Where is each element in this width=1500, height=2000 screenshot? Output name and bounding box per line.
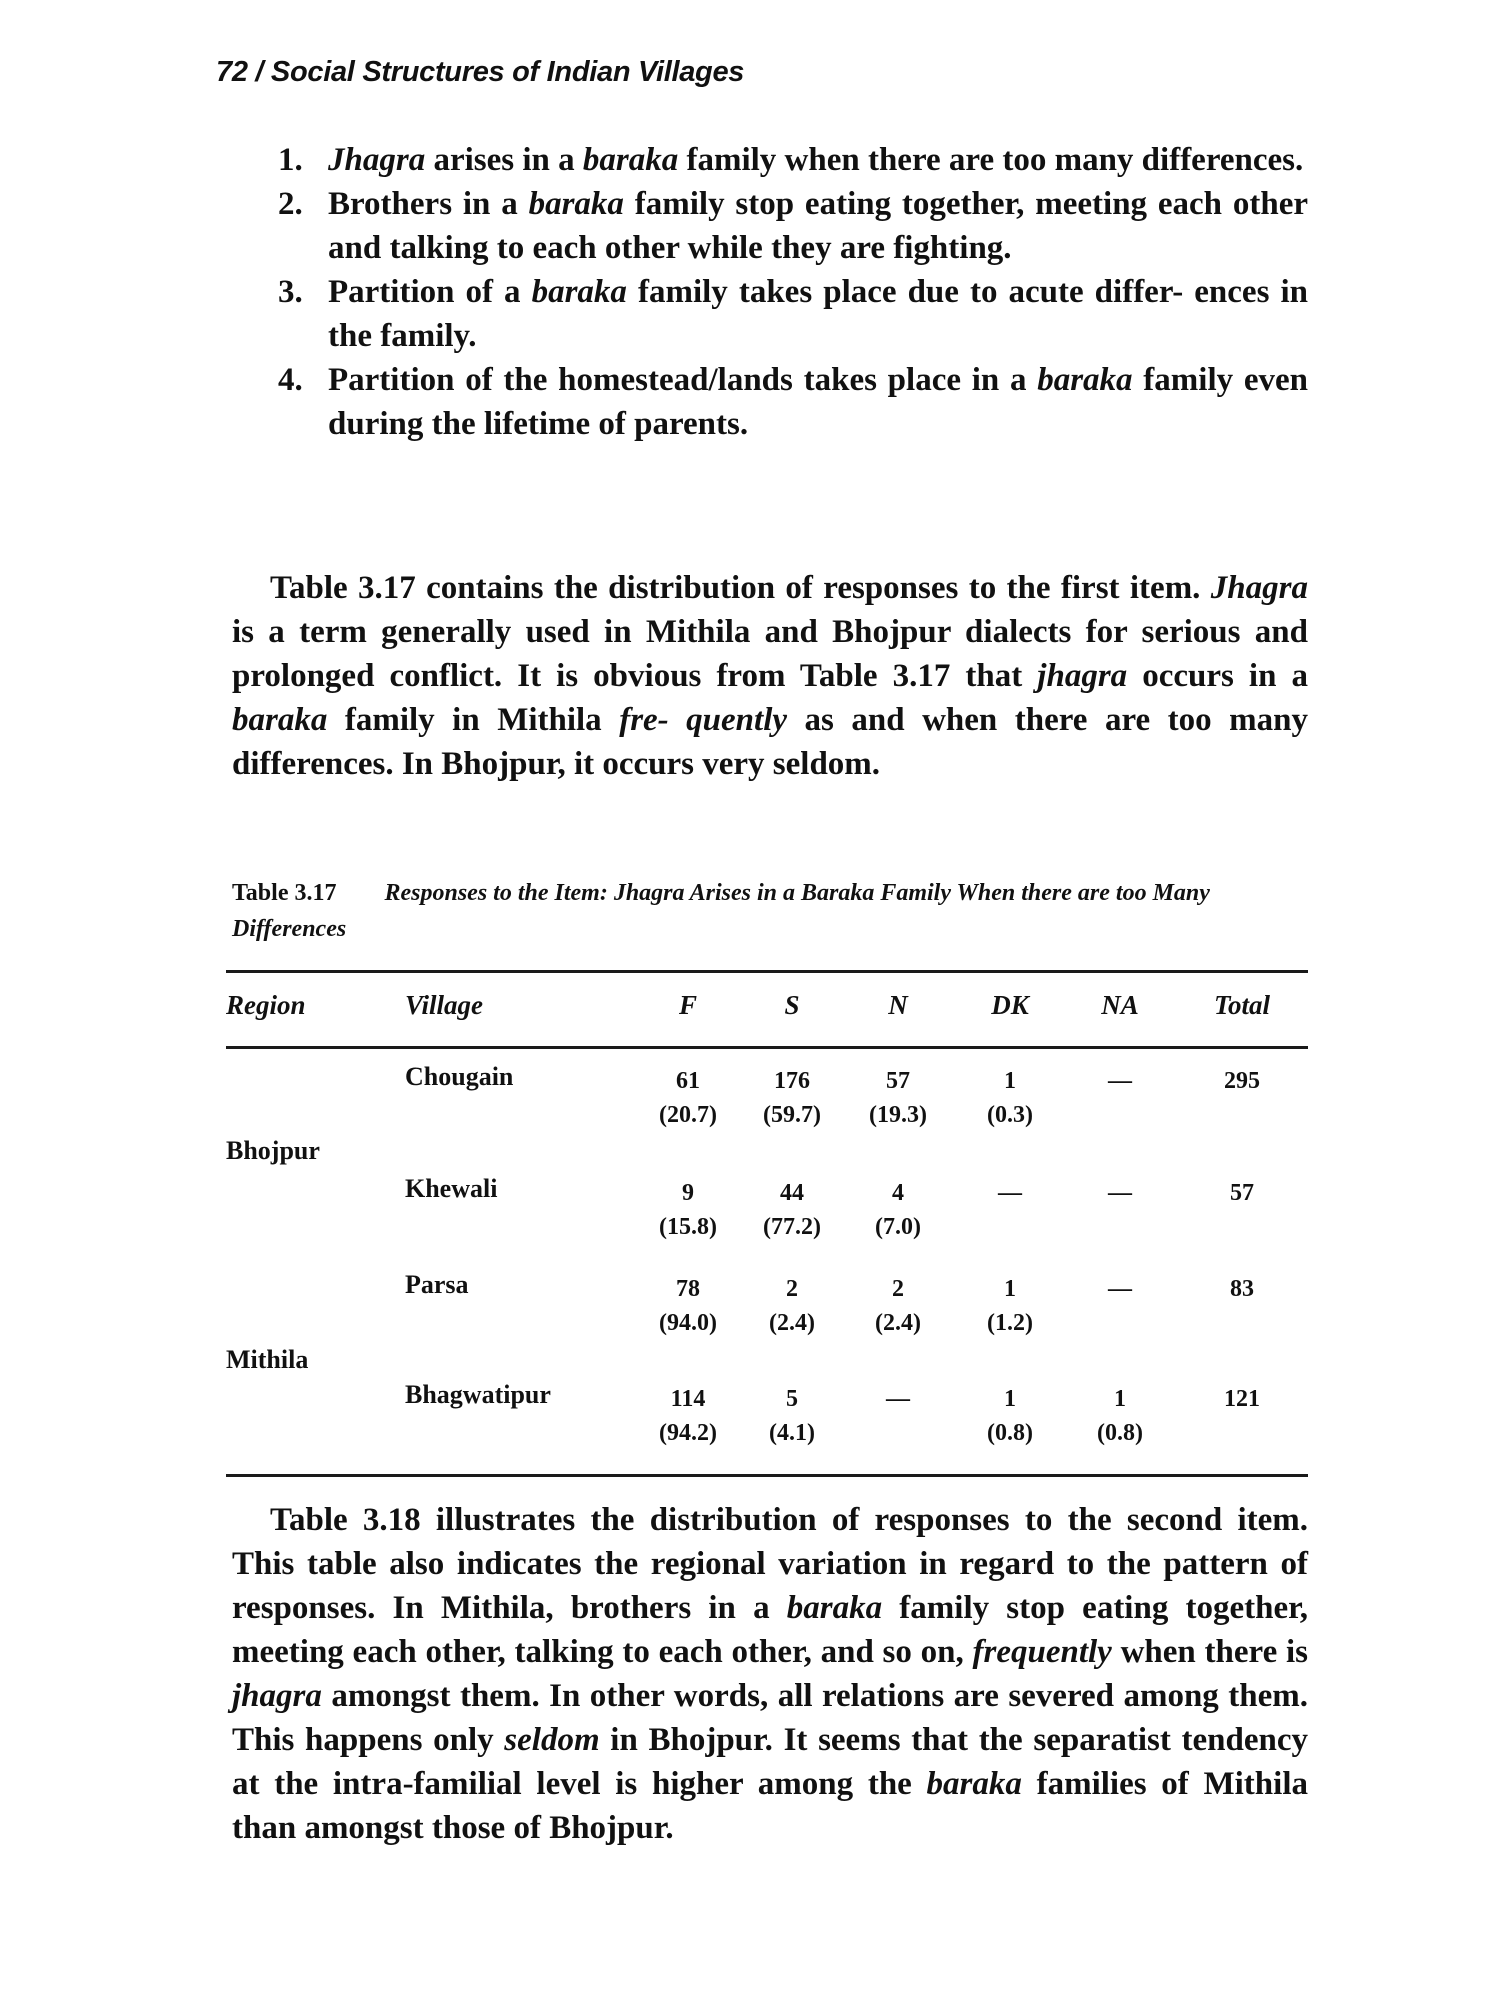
list-item	[278, 182, 1308, 270]
cell-s-count: 5	[786, 1386, 798, 1412]
cell-n-count: 4	[892, 1180, 904, 1206]
list-item	[278, 138, 1308, 182]
header-total: Total	[1213, 990, 1271, 1020]
cell-dk-percent: (0.3)	[987, 1102, 1033, 1128]
list-number: 4.	[278, 362, 303, 398]
table-caption	[232, 875, 1308, 947]
paragraph-table-intro: Table 3.17 contains the distribution of responses to the first item. Jhagra is a term generally used in Mithila and Bhojpur dialects for serious and prolonged conflict. It is obvious from Table 3.17 that jhagra occurs in a baraka family in Mithila fre- quently as and when there are too many differences. In Bhojpur, it occurs very seldom.	[232, 570, 1308, 782]
list-number: 1.	[278, 142, 303, 178]
cell-n-percent: (2.4)	[875, 1310, 921, 1336]
cell-s	[754, 1176, 830, 1244]
cell-na-count: —	[1108, 1068, 1132, 1094]
cell-s-count: 44	[780, 1180, 804, 1206]
cell-s-percent: (77.2)	[763, 1214, 821, 1240]
table-bottom-rule	[226, 1474, 1308, 1477]
cell-n-percent: (7.0)	[875, 1214, 921, 1240]
cell-dk	[972, 1064, 1048, 1132]
cell-f	[650, 1176, 726, 1244]
cell-s	[754, 1272, 830, 1340]
cell-f-count: 9	[682, 1180, 694, 1206]
cell-total: 295	[1224, 1068, 1260, 1094]
cell-na-count: —	[1108, 1180, 1132, 1206]
table-row-village: Bhagwatipur	[405, 1380, 551, 1409]
cell-f-percent: (94.2)	[659, 1420, 717, 1446]
cell-na-count: 1	[1114, 1386, 1126, 1412]
cell-dk-percent: (0.8)	[987, 1420, 1033, 1446]
table-row-village: Khewali	[405, 1174, 498, 1203]
cell-dk	[972, 1382, 1048, 1450]
header-region: Region	[226, 990, 306, 1020]
cell-total: 121	[1224, 1386, 1260, 1412]
cell-total: 83	[1230, 1276, 1254, 1302]
list-text: Partition of a baraka family takes place due to acute differ- ences in the family.	[328, 274, 1308, 354]
cell-n	[860, 1176, 936, 1244]
table-header-rule	[226, 1046, 1308, 1049]
region-mithila: Mithila	[226, 1345, 309, 1374]
cell-f-count: 114	[670, 1386, 706, 1412]
region-bhojpur: Bhojpur	[226, 1136, 320, 1165]
cell-dk-count: 1	[1004, 1068, 1016, 1094]
header-village: Village	[405, 990, 484, 1020]
cell-f-percent: (94.0)	[659, 1310, 717, 1336]
list-text: Jhagra arises in a baraka family when there are too many differences.	[328, 142, 1304, 178]
cell-f-percent: (15.8)	[659, 1214, 717, 1240]
cell-f	[650, 1382, 726, 1450]
header-n: N	[888, 990, 908, 1020]
table-row-village: Parsa	[405, 1270, 469, 1299]
numbered-list	[278, 138, 1308, 446]
list-text: Partition of the homestead/lands takes place in a baraka family even during the lifetime of parents.	[328, 362, 1308, 442]
header-s: S	[784, 990, 800, 1020]
cell-n-count: 57	[886, 1068, 910, 1094]
paragraph-table-3-18: Table 3.18 illustrates the distribution of responses to the second item. This table also indicates the regional variation in regard to the pattern of responses. In Mithila, brothers in a baraka family stop eating together, meeting each other, talking to each other, and so on, frequently when there is jhagra amongst them. In other words, all relations are severed among them. This happens only seldom in Bhojpur. It seems that the separatist tendency at the intra-familial level is higher among the baraka families of Mithila than amongst those of Bhojpur.	[232, 1502, 1309, 1846]
cell-na-count: —	[1108, 1276, 1132, 1302]
cell-na	[1082, 1382, 1158, 1450]
cell-n-count: —	[886, 1386, 910, 1412]
cell-s-count: 2	[786, 1276, 798, 1302]
cell-na	[1082, 1272, 1158, 1306]
cell-dk-count: —	[998, 1180, 1022, 1206]
cell-na-percent: (0.8)	[1097, 1420, 1143, 1446]
cell-s-percent: (4.1)	[769, 1420, 815, 1446]
list-text: Brothers in a baraka family stop eating together, meeting each other and talking to each other while they are fighting.	[328, 186, 1309, 266]
list-item	[278, 270, 1308, 358]
list-item	[278, 358, 1308, 446]
cell-s-count: 176	[774, 1068, 810, 1094]
cell-n	[860, 1382, 936, 1416]
cell-dk-count: 1	[1004, 1276, 1016, 1302]
cell-dk	[972, 1272, 1048, 1340]
cell-f-count: 78	[676, 1276, 700, 1302]
cell-n-count: 2	[892, 1276, 904, 1302]
cell-dk-count: 1	[1004, 1386, 1016, 1412]
cell-dk-percent: (1.2)	[987, 1310, 1033, 1336]
cell-dk	[972, 1176, 1048, 1210]
cell-f-percent: (20.7)	[659, 1102, 717, 1128]
cell-f	[650, 1272, 726, 1340]
cell-n-percent: (19.3)	[869, 1102, 927, 1128]
table-label: Table 3.17	[232, 880, 337, 906]
cell-s	[754, 1382, 830, 1450]
cell-n	[860, 1272, 936, 1340]
cell-na	[1082, 1176, 1158, 1210]
cell-total: 57	[1230, 1180, 1254, 1206]
cell-s-percent: (59.7)	[763, 1102, 821, 1128]
header-dk: DK	[991, 990, 1029, 1020]
table-top-rule	[226, 970, 1308, 973]
cell-f-count: 61	[676, 1068, 700, 1094]
header-f: F	[678, 990, 697, 1020]
cell-s	[754, 1064, 830, 1132]
running-head: 72 / Social Structures of Indian Villages	[216, 56, 745, 88]
table-title: Responses to the Item: Jhagra Arises in a Baraka Family When there are too Many Differences	[232, 880, 1210, 942]
list-number: 2.	[278, 186, 303, 222]
cell-f	[650, 1064, 726, 1132]
cell-n	[860, 1064, 936, 1132]
cell-na	[1082, 1064, 1158, 1098]
table-row-village: Chougain	[405, 1062, 514, 1091]
cell-s-percent: (2.4)	[769, 1310, 815, 1336]
header-na: NA	[1101, 990, 1139, 1020]
list-number: 3.	[278, 274, 303, 310]
